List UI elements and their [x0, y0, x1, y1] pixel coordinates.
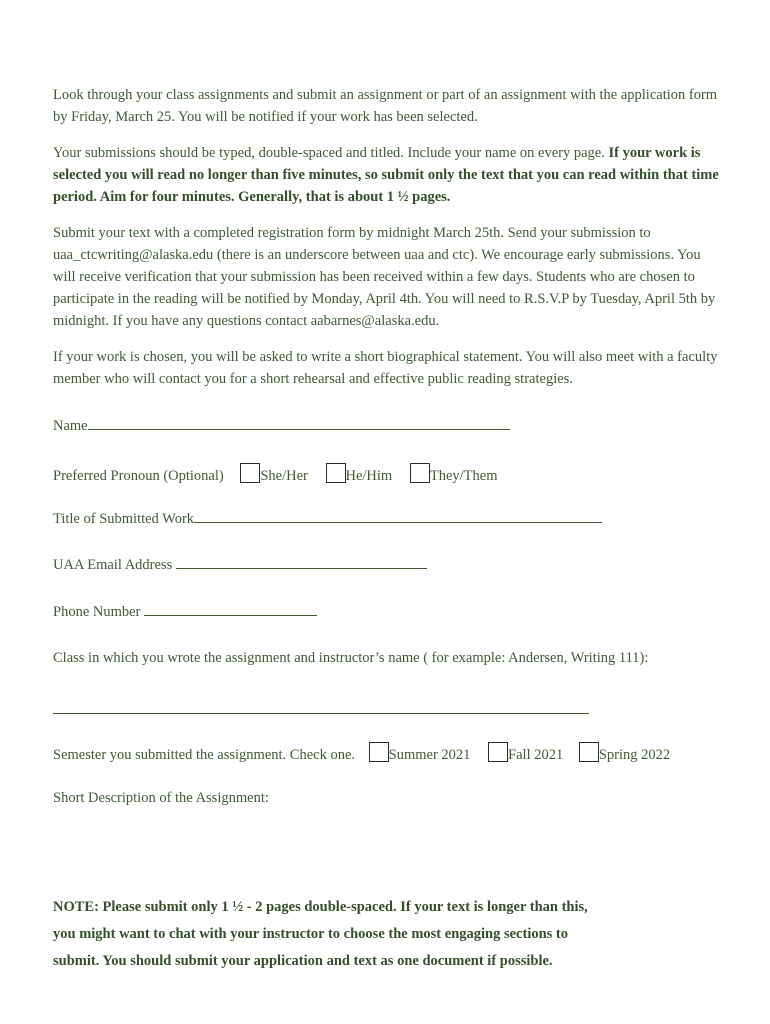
- spring-2022-label: Spring 2022: [598, 747, 671, 763]
- he-him-label: He/Him: [345, 468, 393, 484]
- note-line-1: NOTE: Please submit only 1 ½ - 2 pages double-spaced. If your text is longer than this,: [53, 899, 588, 915]
- description-label: Short Description of the Assignment:: [53, 790, 269, 806]
- they-them-label: They/Them: [429, 468, 498, 484]
- email-field[interactable]: [176, 556, 427, 569]
- pronoun-option-they-them[interactable]: [410, 463, 498, 485]
- instructions-paragraph-3: Submit your text with a completed registration form by midnight March 25th. Send your submission to uaa_ctcwriting@alaska.edu (there is an underscore between uaa and ctc). We encourage early submissions. You will receive verification that your submission has been received within a few days. Students who are chosen to participate in the reading will be notified by Monday, April 4th. You will need to R.S.V.P by Tuesday, April 5th by midnight. If you have any questions contact aabarnes@alaska.edu.: [53, 225, 716, 329]
- formatting-requirements-text: Your submissions should be typed, double-spaced and titled. Include your name on every page.: [53, 145, 609, 161]
- title-field-row: [53, 510, 602, 528]
- semester-option-spring-2022[interactable]: [579, 742, 670, 764]
- class-label: Class in which you wrote the assignment and instructor’s name ( for example: Andersen, Writing 111):: [53, 650, 649, 666]
- spring-2022-checkbox[interactable]: [579, 742, 599, 762]
- semester-row: [53, 742, 670, 764]
- instructions-paragraph-1: Look through your class assignments and submit an assignment or part of an assignment with the application form by Friday, March 25. You will be notified if your work has been selected.: [53, 87, 718, 125]
- she-her-label: She/Her: [260, 468, 308, 484]
- semester-option-summer-2021[interactable]: [369, 742, 471, 764]
- summer-2021-checkbox[interactable]: [369, 742, 389, 762]
- instructions-paragraph-2: [53, 142, 723, 208]
- summer-2021-label: Summer 2021: [388, 747, 471, 763]
- semester-option-fall-2021[interactable]: [488, 742, 563, 764]
- phone-field[interactable]: [144, 603, 317, 616]
- title-label: Title of Submitted Work: [53, 511, 195, 527]
- submission-note: [53, 894, 723, 975]
- he-him-checkbox[interactable]: [326, 463, 346, 483]
- class-field[interactable]: [53, 699, 589, 714]
- title-field[interactable]: [194, 510, 602, 523]
- semester-label: Semester you submitted the assignment. Check one.: [53, 747, 356, 763]
- fall-2021-label: Fall 2021: [508, 747, 564, 763]
- registration-form-page: [53, 84, 723, 969]
- name-field-row: [53, 417, 510, 435]
- pronoun-option-she-her[interactable]: [240, 463, 308, 485]
- note-line-2: you might want to chat with your instructor to choose the most engaging sections to: [53, 926, 569, 942]
- fall-2021-checkbox[interactable]: [488, 742, 508, 762]
- email-field-row: [53, 556, 427, 574]
- instructions-paragraph-4: If your work is chosen, you will be asked to write a short biographical statement. You will also meet with a faculty member who will contact you for a short rehearsal and effective public reading strategies.: [53, 349, 718, 387]
- name-label: Name: [53, 418, 88, 434]
- phone-label: Phone Number: [53, 604, 141, 620]
- she-her-checkbox[interactable]: [240, 463, 260, 483]
- note-line-3: submit. You should submit your application and text as one document if possible.: [53, 953, 553, 969]
- name-field[interactable]: [88, 417, 510, 430]
- phone-field-row: [53, 603, 317, 621]
- they-them-checkbox[interactable]: [410, 463, 430, 483]
- pronoun-row: [53, 463, 498, 485]
- pronoun-label: Preferred Pronoun (Optional): [53, 468, 224, 484]
- pronoun-option-he-him[interactable]: [326, 463, 393, 485]
- email-label: UAA Email Address: [53, 557, 173, 573]
- reading-time-limit-text: If your work is selected you will read no longer than five minutes, so submit only the text that you can read within that time period. Aim for four minutes. Generally, that is about 1 ½ pages.: [53, 145, 719, 205]
